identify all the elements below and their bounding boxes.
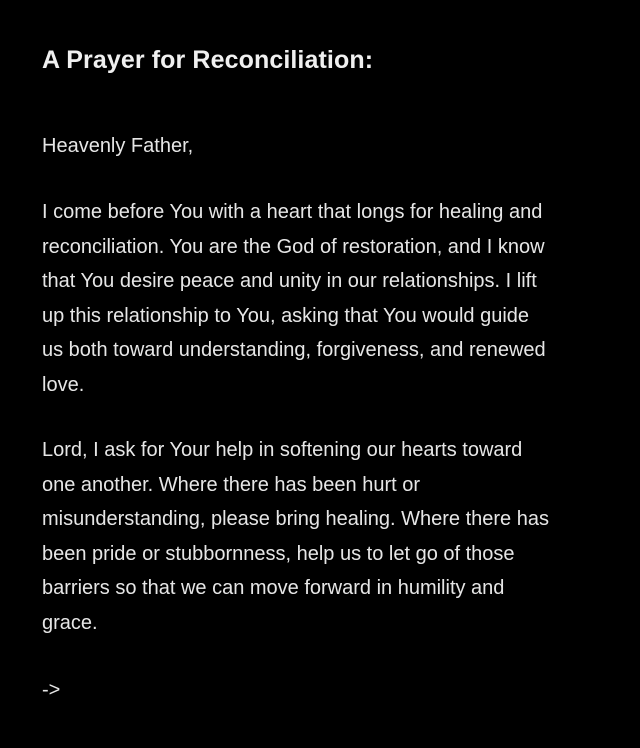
paragraph-line: misunderstanding, please bring healing. Where there has xyxy=(42,508,549,530)
paragraph-line: been pride or stubbornness, help us to let go of those xyxy=(42,542,515,565)
paragraph-line: that You desire peace and unity in our relationships. I lift xyxy=(42,270,537,292)
paragraph-1 xyxy=(42,195,612,402)
paragraph-line: I come before You with a heart that longs for healing and xyxy=(42,201,543,223)
paragraph-line: barriers so that we can move forward in humility and xyxy=(42,577,505,599)
paragraph-line: us both toward understanding, forgiveness, and renewed xyxy=(42,339,546,361)
greeting: Heavenly Father, xyxy=(42,135,194,157)
paragraph-line: love. xyxy=(42,373,85,396)
paragraph-line: up this relationship to You, asking that You would guide xyxy=(42,304,530,327)
paragraph-line: reconciliation. You are the God of restoration, and I know xyxy=(42,235,545,258)
paragraph-line: Lord, I ask for Your help in softening our hearts toward xyxy=(42,439,523,461)
paragraph-line: one another. Where there has been hurt or xyxy=(42,473,421,496)
paragraph-line: grace. xyxy=(42,611,98,634)
page-title: A Prayer for Reconciliation: xyxy=(42,46,374,74)
continue-arrow-icon[interactable]: -> xyxy=(42,679,61,701)
paragraph-2 xyxy=(42,433,612,640)
